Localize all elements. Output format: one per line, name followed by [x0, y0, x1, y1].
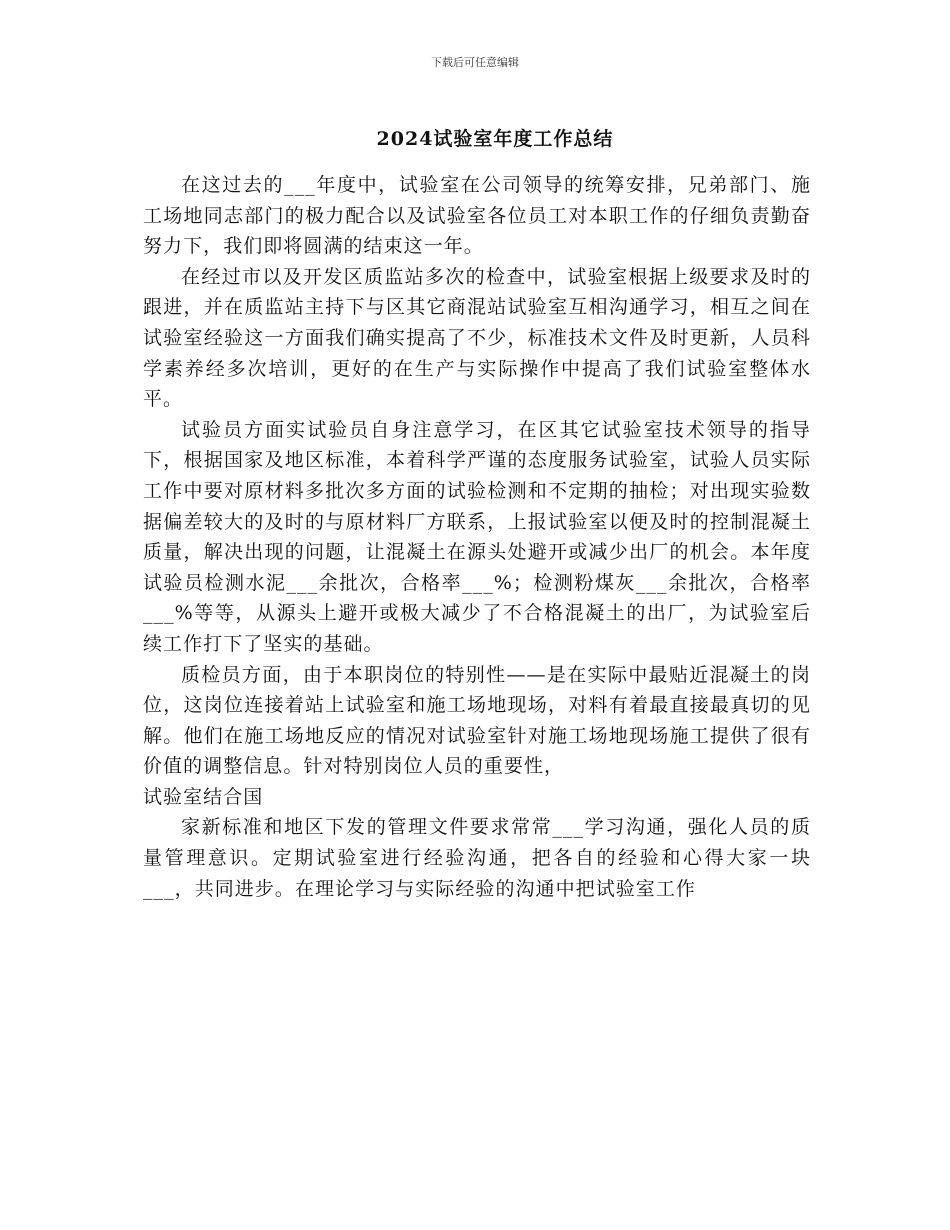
paragraph-3: 试验员方面实试验员自身注意学习，在区其它试验室技术领导的指导下，根据国家及地区标准，本着科学严谨的态度服务试验室，试验人员实际工作中要对原材料多批次多方面的试验检测和不定期的抽检；对出现实验数据偏差较大的及时的与原材料厂方联系，上报试验室以便及时的控制混凝土质量，解决出现的问题，让混凝土在源头处避开或减少出厂的机会。本年度试验员检测水泥___余批次，合格率___%；检测粉煤灰___余批次，合格率___%等等，从源头上避开或极大减少了不合格混凝土的出厂，为试验室后续工作打下了坚实的基础。	[143, 418, 811, 655]
header-note: 下载后可任意编辑	[431, 56, 519, 69]
document-title: 2024试验室年度工作总结	[376, 128, 614, 150]
paragraph-5: 家新标准和地区下发的管理文件要求常常___学习沟通，强化人员的质量管理意识。定期试验室进行经验沟通，把各自的经验和心得大家一块___，共同进步。在理论学习与实际经验的沟通中把试验室工作	[143, 816, 811, 900]
paragraph-4-continuation: 试验室结合国	[143, 785, 264, 808]
paragraph-1: 在这过去的___年度中，试验室在公司领导的统筹安排，兄弟部门、施工场地同志部门的极力配合以及试验室各位员工对本职工作的仔细负责勤奋努力下，我们即将圆满的结束这一年。	[143, 174, 811, 258]
paragraph-2: 在经过市以及开发区质监站多次的检查中，试验室根据上级要求及时的跟进，并在质监站主持下与区其它商混站试验室互相沟通学习，相互之间在试验室经验这一方面我们确实提高了不少，标准技术文件及时更新，人员科学素养经多次培训，更好的在生产与实际操作中提高了我们试验室整体水平。	[143, 265, 811, 411]
document-body	[143, 170, 811, 904]
paragraph-4: 质检员方面，由于本职岗位的特别性——是在实际中最贴近混凝土的岗位，这岗位连接着站上试验室和施工场地现场，对料有着最直接最真切的见解。他们在施工场地反应的情况对试验室针对施工场地现场施工提供了很有价值的调整信息。针对特别岗位人员的重要性，	[143, 663, 811, 778]
